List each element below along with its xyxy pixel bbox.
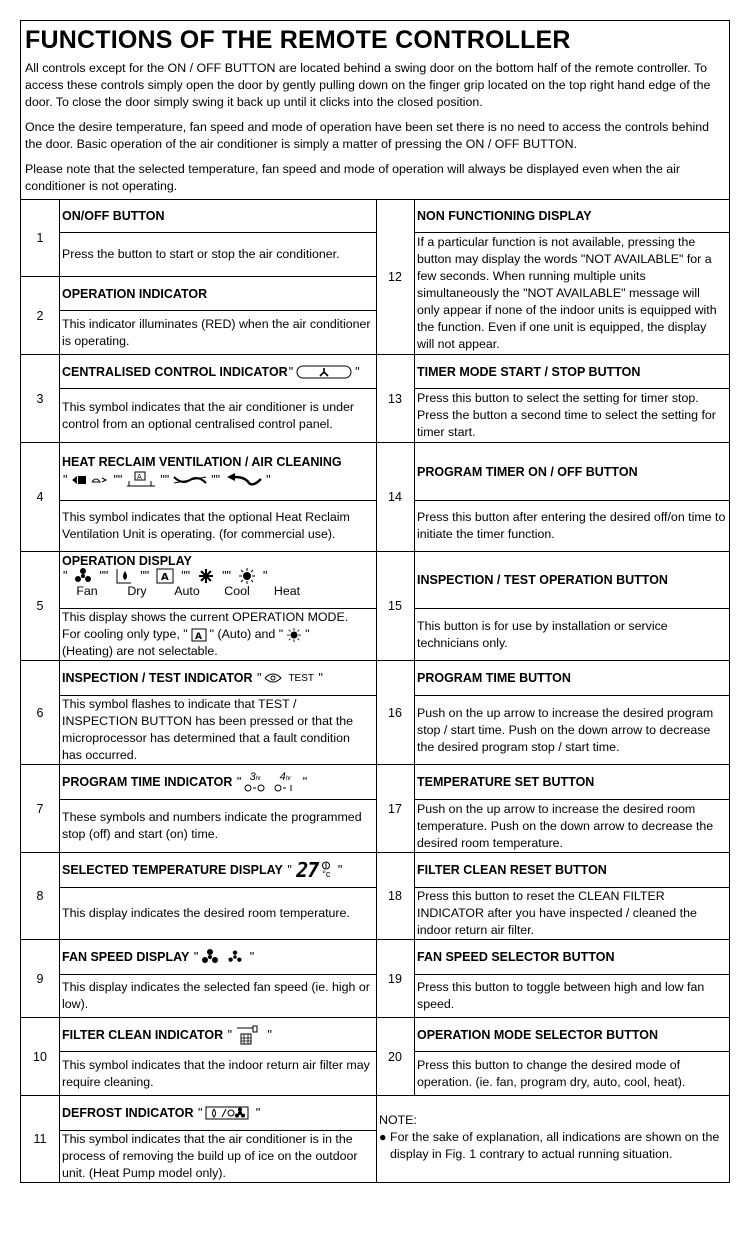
item-title-row: FILTER CLEAN INDICATOR " " bbox=[59, 1018, 376, 1052]
item-title-row: FAN SPEED DISPLAY " " bbox=[59, 940, 376, 975]
item-7 bbox=[21, 764, 376, 852]
heat-mode-icon bbox=[287, 628, 301, 642]
item-12 bbox=[376, 199, 729, 354]
item-11 bbox=[21, 1095, 376, 1182]
timer-stop-indicator: 3hr bbox=[244, 772, 266, 792]
item-title: FAN SPEED SELECTOR BUTTON bbox=[414, 940, 729, 975]
item-description: Push on the up arrow to increase the desired program stop / start time. Push on the down arrow to decrease the desired program stop / start time. bbox=[417, 705, 714, 754]
item-title: PROGRAM TIME BUTTON bbox=[414, 661, 729, 696]
item-title-row: INSPECTION / TEST INDICATOR " TEST " bbox=[59, 661, 376, 696]
fan-mode-icon bbox=[70, 568, 96, 584]
item-17 bbox=[376, 764, 729, 852]
item-title: OPERATION MODE SELECTOR BUTTON bbox=[414, 1018, 729, 1052]
item-number: 13 bbox=[376, 355, 415, 442]
item-title-row: PROGRAM TIME INDICATOR " 3hr 4hr " bbox=[59, 765, 376, 800]
item-19 bbox=[376, 939, 729, 1017]
item-description: Push on the up arrow to increase the desired room temperature. Push on the down arrow to decrease the desired room temperature. bbox=[417, 801, 714, 850]
dry-mode-icon bbox=[111, 568, 137, 584]
return-air-icon bbox=[223, 471, 263, 489]
item-title: SELECTED TEMPERATURE DISPLAY bbox=[62, 863, 283, 877]
air-cleaning-icon bbox=[172, 473, 208, 487]
fan-low-icon bbox=[227, 950, 243, 964]
item-number: 3 bbox=[21, 355, 60, 442]
item-16 bbox=[376, 660, 729, 764]
intro-paragraph-1: All controls except for the ON / OFF BUTTON are located behind a swing door on the bottom half of the remote controller. To access these controls simply open the door by gently pulling down on the finger grip located on the top right hand edge of the door. To close the door simply swing it back up until it clicks into the closed position. bbox=[25, 61, 711, 109]
note bbox=[379, 1112, 724, 1163]
item-description: This symbol indicates that the optional Heat Reclaim Ventilation Unit is operating. (for commercial use). bbox=[62, 510, 350, 541]
item-10 bbox=[21, 1017, 376, 1095]
item-title-row: CENTRALISED CONTROL INDICATOR " " bbox=[59, 355, 376, 389]
item-description: This button is for use by installation or service technicians only. bbox=[417, 618, 668, 650]
item-title-row: OPERATION DISPLAY " "" "" A "" "" " Fan Dry Auto Cool Heat bbox=[59, 552, 376, 609]
left-column bbox=[21, 199, 377, 1182]
item-18 bbox=[376, 852, 729, 939]
item-number: 2 bbox=[21, 277, 60, 354]
item-title: FILTER CLEAN RESET BUTTON bbox=[414, 853, 729, 888]
item-title: PROGRAM TIME INDICATOR bbox=[62, 775, 233, 789]
item-9 bbox=[21, 939, 376, 1017]
auto-mode-icon bbox=[152, 568, 178, 584]
item-title: ON/OFF BUTTON bbox=[59, 200, 376, 233]
item-number: 1 bbox=[21, 200, 60, 276]
item-title: CENTRALISED CONTROL INDICATOR bbox=[62, 364, 288, 379]
item-description: This display indicates the desired room temperature. bbox=[62, 906, 350, 920]
item-2 bbox=[21, 276, 376, 354]
intro-paragraph-3: Please note that the selected temperature, fan speed and mode of operation will always be displayed even when the air conditioner is not operating. bbox=[25, 162, 681, 193]
item-title: PROGRAM TIMER ON / OFF BUTTON bbox=[414, 443, 729, 501]
item-number: 17 bbox=[376, 765, 415, 852]
item-title: TEMPERATURE SET BUTTON bbox=[414, 765, 729, 800]
defrost-icon bbox=[205, 1106, 249, 1120]
item-number: 6 bbox=[21, 661, 60, 764]
item-description: Press this button to reset the CLEAN FILTER INDICATOR after you have inspected / cleaned the indoor return air filter. bbox=[417, 889, 697, 937]
item-description: This symbol indicates that the air conditioner is in the process of removing the build up of ice on the outdoor unit. (Heat Pump model only). bbox=[62, 1132, 358, 1180]
note-label: NOTE: bbox=[379, 1113, 417, 1127]
cool-mode-icon bbox=[193, 568, 219, 584]
item-number: 16 bbox=[376, 661, 415, 764]
heat-mode-icon bbox=[234, 568, 260, 584]
item-description: Press this button after entering the desired off/on time to initiate the timer function. bbox=[417, 510, 726, 541]
item-number: 14 bbox=[376, 443, 415, 551]
filter-clean-icon bbox=[235, 1024, 261, 1046]
item-description: These symbols and numbers indicate the programmed stop (off) and start (on) time. bbox=[62, 810, 362, 841]
item-14 bbox=[376, 442, 729, 551]
timer-start-indicator: 4hr bbox=[274, 772, 296, 792]
auto-mode-icon bbox=[191, 628, 207, 642]
item-number: 20 bbox=[376, 1018, 415, 1095]
item-3 bbox=[21, 354, 376, 442]
item-description: This display shows the current OPERATION MODE. For cooling only type, " A " (Auto) and " " (Heating) are not selectable. bbox=[62, 610, 349, 658]
item-number: 11 bbox=[21, 1096, 60, 1182]
item-title: TIMER MODE START / STOP BUTTON bbox=[414, 355, 729, 389]
heat-reclaim-icon bbox=[125, 471, 157, 489]
ventilation-icon bbox=[70, 473, 110, 487]
item-title-row: SELECTED TEMPERATURE DISPLAY " 27 °c " bbox=[59, 853, 376, 888]
mode-label: Dry bbox=[127, 584, 147, 598]
item-6 bbox=[21, 660, 376, 764]
temperature-digits: 27 bbox=[296, 858, 319, 882]
item-20 bbox=[376, 1017, 729, 1095]
fan-high-icon bbox=[201, 949, 219, 965]
header bbox=[21, 21, 729, 199]
item-description: This symbol indicates that the indoor return air filter may require cleaning. bbox=[62, 1057, 370, 1089]
item-1 bbox=[21, 199, 376, 276]
item-description: If a particular function is not available, pressing the button may display the words "NOT AVAILABLE" for a few seconds. When running multiple units simultaneously the "NOT AVAILABLE" message will only appear if none of the indoor units is equipped with the function. Even if one unit is equipped, the display will not appear. bbox=[417, 235, 717, 351]
item-number: 12 bbox=[376, 200, 415, 354]
item-number: 4 bbox=[21, 443, 60, 551]
item-title-row: DEFROST INDICATOR " " bbox=[59, 1096, 376, 1131]
page-title: FUNCTIONS OF THE REMOTE CONTROLLER bbox=[25, 26, 571, 54]
test-label: TEST bbox=[288, 672, 315, 684]
item-description: Press the button to start or stop the air conditioner. bbox=[62, 247, 340, 261]
item-13 bbox=[376, 354, 729, 442]
item-description: Press this button to select the setting for timer stop. Press the button a second time to select the setting for timer start. bbox=[417, 391, 716, 439]
item-title: NON FUNCTIONING DISPLAY bbox=[414, 200, 729, 233]
item-title-row: HEAT RECLAIM VENTILATION / AIR CLEANING " "" A "" "" " bbox=[59, 443, 376, 501]
item-8 bbox=[21, 852, 376, 939]
svg-text:A: A bbox=[194, 631, 202, 642]
note-text: For the sake of explanation, all indications are shown on the display in Fig. 1 contrary to actual running situation. bbox=[390, 1130, 720, 1161]
item-number: 15 bbox=[376, 552, 415, 660]
mode-label: Fan bbox=[76, 584, 98, 598]
item-title: HEAT RECLAIM VENTILATION / AIR CLEANING bbox=[62, 454, 342, 469]
item-number: 10 bbox=[21, 1018, 60, 1095]
item-title: FILTER CLEAN INDICATOR bbox=[62, 1027, 224, 1042]
item-description: This indicator illuminates (RED) when the air conditioner is operating. bbox=[62, 316, 371, 348]
svg-text:A: A bbox=[137, 472, 143, 481]
mode-label: Heat bbox=[273, 584, 301, 598]
item-description: This symbol flashes to indicate that TEST / INSPECTION BUTTON has been pressed or that the microprocessor has determined that a fault condition has occurred. bbox=[62, 697, 354, 762]
mode-label: Cool bbox=[224, 584, 250, 598]
temperature-unit-icon: °c bbox=[321, 861, 331, 879]
item-title: INSPECTION / TEST INDICATOR bbox=[62, 671, 253, 685]
item-15 bbox=[376, 551, 729, 660]
remote-controller-functions-page bbox=[20, 20, 730, 1183]
item-description: This display indicates the selected fan speed (ie. high or low). bbox=[62, 980, 370, 1011]
item-title: OPERATION DISPLAY bbox=[62, 554, 192, 568]
item-number: 5 bbox=[21, 552, 60, 660]
item-number: 9 bbox=[21, 940, 60, 1017]
intro-paragraph-2: Once the desire temperature, fan speed and mode of operation have been set there is no need to access the controls behind the door. Basic operation of the air conditioner is simply a matter of pressing the ON / OFF BUTTON. bbox=[25, 120, 709, 151]
item-title: OPERATION INDICATOR bbox=[59, 277, 376, 311]
item-5 bbox=[21, 551, 376, 660]
item-title: DEFROST INDICATOR bbox=[62, 1106, 194, 1120]
note-box bbox=[376, 1095, 729, 1182]
item-description: Press this button to change the desired mode of operation. (ie. fan, program dry, auto, cool, heat). bbox=[417, 1057, 686, 1089]
right-column bbox=[376, 199, 729, 1182]
item-title: INSPECTION / TEST OPERATION BUTTON bbox=[414, 552, 729, 609]
item-number: 19 bbox=[376, 940, 415, 1017]
svg-text:A: A bbox=[161, 572, 169, 583]
inspection-eye-icon bbox=[264, 672, 282, 684]
item-title: FAN SPEED DISPLAY bbox=[62, 950, 190, 964]
item-description: This symbol indicates that the air conditioner is under control from an optional centralised control panel. bbox=[62, 399, 355, 431]
item-number: 18 bbox=[376, 853, 415, 939]
item-4 bbox=[21, 442, 376, 551]
mode-label: Auto bbox=[174, 584, 200, 598]
bullet-icon: ● bbox=[379, 1130, 387, 1144]
item-number: 7 bbox=[21, 765, 60, 852]
item-description: Press this button to toggle between high and low fan speed. bbox=[417, 980, 705, 1011]
item-number: 8 bbox=[21, 853, 60, 939]
centralised-control-icon bbox=[296, 365, 352, 379]
